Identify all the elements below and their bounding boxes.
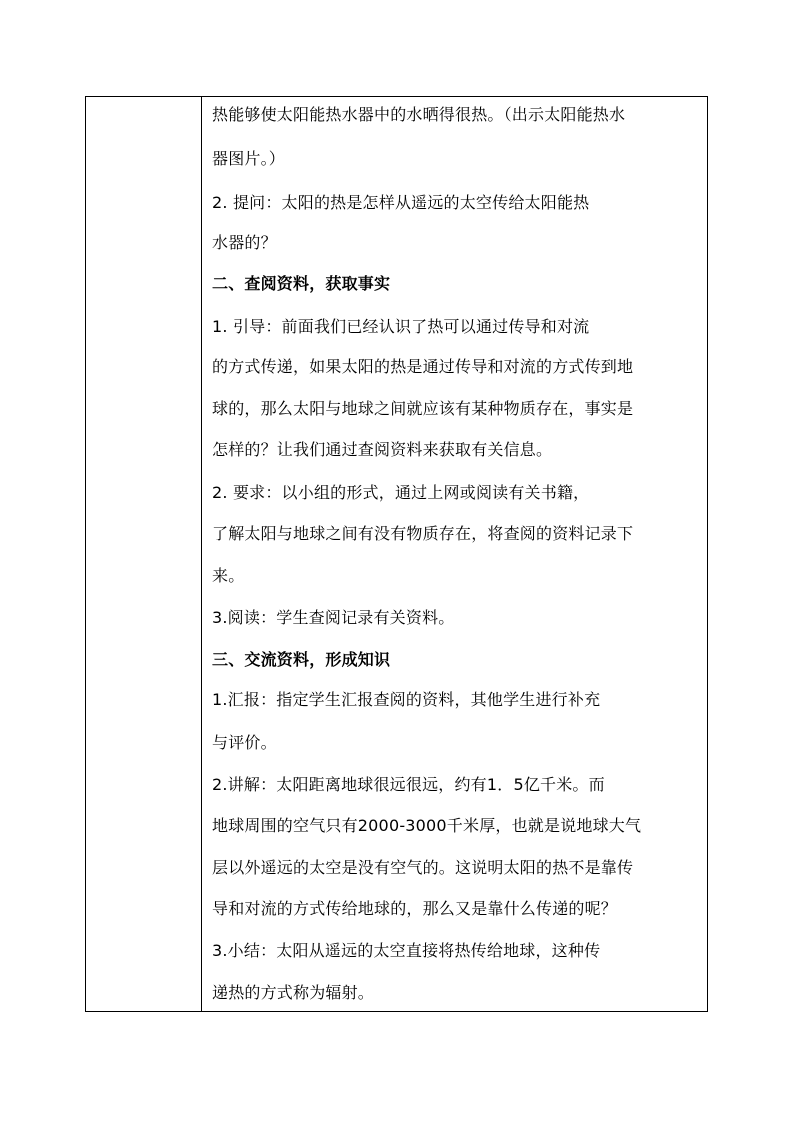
- text-line: 地球周围的空气只有2000-3000千米厚，也就是说地球大气: [212, 816, 642, 835]
- section-heading: 三、交流资料，形成知识: [212, 650, 391, 669]
- text-line: 2. 要求：以小组的形式，通过上网或阅读有关书籍，: [212, 483, 590, 502]
- text-line: 3.阅读：学生查阅记录有关资料。: [212, 608, 455, 627]
- text-line: 与评价。: [212, 733, 277, 752]
- text-line: 了解太阳与地球之间有没有物质存在，将查阅的资料记录下: [212, 524, 634, 543]
- text-line: 怎样的？让我们通过查阅资料来获取有关信息。: [212, 440, 553, 459]
- text-line: 层以外遥远的太空是没有空气的。这说明太阳的热不是靠传: [212, 858, 634, 877]
- text-line: 递热的方式称为辐射。: [212, 983, 375, 1002]
- table-column-divider: [201, 96, 202, 1012]
- text-line: 热能够使太阳能热水器中的水晒得很热。（出示太阳能热水: [212, 105, 626, 124]
- text-line: 1.汇报：指定学生汇报查阅的资料，其他学生进行补充: [212, 690, 601, 709]
- text-line: 球的，那么太阳与地球之间就应该有某种物质存在，事实是: [212, 399, 634, 418]
- text-line: 水器的？: [212, 233, 277, 252]
- text-line: 2.讲解：太阳距离地球很远很远，约有1．5亿千米。而: [212, 775, 605, 794]
- section-heading: 二、查阅资料，获取事实: [212, 274, 391, 293]
- text-line: 的方式传递，如果太阳的热是通过传导和对流的方式传到地: [212, 357, 634, 376]
- text-line: 1. 引导：前面我们已经认识了热可以通过传导和对流: [212, 317, 590, 336]
- text-line: 器图片。）: [212, 149, 286, 168]
- text-line: 2. 提问：太阳的热是怎样从遥远的太空传给太阳能热: [212, 193, 590, 212]
- text-line: 导和对流的方式传给地球的，那么又是靠什么传递的呢？: [212, 899, 618, 918]
- text-line: 3.小结：太阳从遥远的太空直接将热传给地球，这种传: [212, 941, 601, 960]
- text-line: 来。: [212, 566, 245, 585]
